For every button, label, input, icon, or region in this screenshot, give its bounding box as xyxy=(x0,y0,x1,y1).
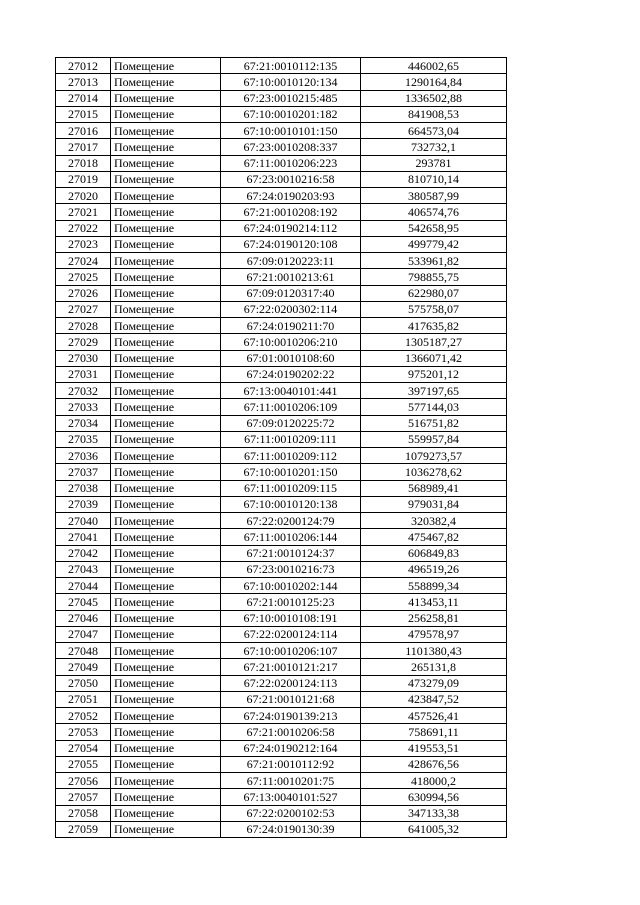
cadastral-value-cell: 265131,8 xyxy=(361,659,507,675)
cadastral-number-cell: 67:21:0010213:61 xyxy=(221,269,361,285)
cadastral-number-cell: 67:21:0010112:92 xyxy=(221,756,361,772)
object-type-cell: Помещение xyxy=(111,90,221,106)
cadastral-value-cell: 423847,52 xyxy=(361,691,507,707)
table-row xyxy=(56,529,507,545)
row-number-cell: 27047 xyxy=(56,626,111,642)
table-row xyxy=(56,106,507,122)
row-number-cell: 27015 xyxy=(56,106,111,122)
cadastral-number-cell: 67:09:0120225:72 xyxy=(221,415,361,431)
cadastral-value-cell: 457526,41 xyxy=(361,708,507,724)
row-number-cell: 27054 xyxy=(56,740,111,756)
cadastral-number-cell: 67:21:0010125:23 xyxy=(221,594,361,610)
cadastral-number-cell: 67:24:0190212:164 xyxy=(221,740,361,756)
table-row xyxy=(56,58,507,74)
row-number-cell: 27057 xyxy=(56,789,111,805)
object-type-cell: Помещение xyxy=(111,805,221,821)
cadastral-number-cell: 67:10:0010120:138 xyxy=(221,496,361,512)
cadastral-value-cell: 496519,26 xyxy=(361,561,507,577)
cadastral-number-cell: 67:10:0010101:150 xyxy=(221,123,361,139)
cadastral-value-cell: 446002,65 xyxy=(361,58,507,74)
cadastral-number-cell: 67:09:0120223:11 xyxy=(221,253,361,269)
cadastral-number-cell: 67:24:0190211:70 xyxy=(221,318,361,334)
table-row xyxy=(56,204,507,220)
cadastral-number-cell: 67:13:0040101:441 xyxy=(221,383,361,399)
cadastral-number-cell: 67:23:0010208:337 xyxy=(221,139,361,155)
object-type-cell: Помещение xyxy=(111,643,221,659)
table-row xyxy=(56,513,507,529)
object-type-cell: Помещение xyxy=(111,253,221,269)
cadastral-value-cell: 841908,53 xyxy=(361,106,507,122)
object-type-cell: Помещение xyxy=(111,220,221,236)
cadastral-value-cell: 979031,84 xyxy=(361,496,507,512)
table-row xyxy=(56,399,507,415)
object-type-cell: Помещение xyxy=(111,659,221,675)
object-type-cell: Помещение xyxy=(111,155,221,171)
cadastral-number-cell: 67:23:0010216:73 xyxy=(221,561,361,577)
row-number-cell: 27056 xyxy=(56,773,111,789)
table-row xyxy=(56,139,507,155)
cadastral-value-cell: 559957,84 xyxy=(361,431,507,447)
object-type-cell: Помещение xyxy=(111,334,221,350)
row-number-cell: 27025 xyxy=(56,269,111,285)
table-row xyxy=(56,561,507,577)
object-type-cell: Помещение xyxy=(111,708,221,724)
object-type-cell: Помещение xyxy=(111,318,221,334)
cadastral-value-cell: 542658,95 xyxy=(361,220,507,236)
object-type-cell: Помещение xyxy=(111,188,221,204)
cadastral-number-cell: 67:10:0010206:210 xyxy=(221,334,361,350)
cadastral-number-cell: 67:10:0010202:144 xyxy=(221,578,361,594)
object-type-cell: Помещение xyxy=(111,578,221,594)
cadastral-value-cell: 347133,38 xyxy=(361,805,507,821)
row-number-cell: 27020 xyxy=(56,188,111,204)
row-number-cell: 27034 xyxy=(56,415,111,431)
table-row xyxy=(56,318,507,334)
cadastral-value-cell: 810710,14 xyxy=(361,171,507,187)
table-row xyxy=(56,545,507,561)
cadastral-number-cell: 67:24:0190120:108 xyxy=(221,236,361,252)
object-type-cell: Помещение xyxy=(111,431,221,447)
row-number-cell: 27041 xyxy=(56,529,111,545)
table-row xyxy=(56,301,507,317)
property-table xyxy=(55,57,507,838)
row-number-cell: 27014 xyxy=(56,90,111,106)
cadastral-value-cell: 1290164,84 xyxy=(361,74,507,90)
cadastral-number-cell: 67:11:0010209:115 xyxy=(221,480,361,496)
row-number-cell: 27024 xyxy=(56,253,111,269)
object-type-cell: Помещение xyxy=(111,285,221,301)
row-number-cell: 27051 xyxy=(56,691,111,707)
row-number-cell: 27058 xyxy=(56,805,111,821)
object-type-cell: Помещение xyxy=(111,691,221,707)
table-row xyxy=(56,789,507,805)
table-row xyxy=(56,366,507,382)
cadastral-value-cell: 558899,34 xyxy=(361,578,507,594)
cadastral-number-cell: 67:01:0010108:60 xyxy=(221,350,361,366)
cadastral-value-cell: 1101380,43 xyxy=(361,643,507,659)
object-type-cell: Помещение xyxy=(111,496,221,512)
cadastral-value-cell: 473279,09 xyxy=(361,675,507,691)
table-row xyxy=(56,626,507,642)
row-number-cell: 27046 xyxy=(56,610,111,626)
cadastral-value-cell: 975201,12 xyxy=(361,366,507,382)
object-type-cell: Помещение xyxy=(111,773,221,789)
row-number-cell: 27036 xyxy=(56,448,111,464)
row-number-cell: 27026 xyxy=(56,285,111,301)
cadastral-value-cell: 641005,32 xyxy=(361,821,507,837)
table-row xyxy=(56,773,507,789)
cadastral-number-cell: 67:24:0190214:112 xyxy=(221,220,361,236)
cadastral-number-cell: 67:22:0200302:114 xyxy=(221,301,361,317)
table-row xyxy=(56,448,507,464)
cadastral-number-cell: 67:23:0010216:58 xyxy=(221,171,361,187)
object-type-cell: Помещение xyxy=(111,545,221,561)
table-row xyxy=(56,610,507,626)
row-number-cell: 27044 xyxy=(56,578,111,594)
cadastral-value-cell: 419553,51 xyxy=(361,740,507,756)
cadastral-number-cell: 67:10:0010120:134 xyxy=(221,74,361,90)
row-number-cell: 27012 xyxy=(56,58,111,74)
cadastral-value-cell: 479578,97 xyxy=(361,626,507,642)
object-type-cell: Помещение xyxy=(111,464,221,480)
table-row xyxy=(56,269,507,285)
cadastral-value-cell: 606849,83 xyxy=(361,545,507,561)
row-number-cell: 27038 xyxy=(56,480,111,496)
table-row xyxy=(56,350,507,366)
cadastral-value-cell: 1036278,62 xyxy=(361,464,507,480)
object-type-cell: Помещение xyxy=(111,269,221,285)
cadastral-value-cell: 577144,03 xyxy=(361,399,507,415)
cadastral-number-cell: 67:10:0010201:150 xyxy=(221,464,361,480)
object-type-cell: Помещение xyxy=(111,756,221,772)
row-number-cell: 27053 xyxy=(56,724,111,740)
row-number-cell: 27055 xyxy=(56,756,111,772)
table-row xyxy=(56,496,507,512)
table-row xyxy=(56,724,507,740)
cadastral-value-cell: 1366071,42 xyxy=(361,350,507,366)
row-number-cell: 27021 xyxy=(56,204,111,220)
cadastral-number-cell: 67:11:0010201:75 xyxy=(221,773,361,789)
object-type-cell: Помещение xyxy=(111,301,221,317)
table-row xyxy=(56,431,507,447)
object-type-cell: Помещение xyxy=(111,610,221,626)
table-row xyxy=(56,74,507,90)
object-type-cell: Помещение xyxy=(111,106,221,122)
cadastral-number-cell: 67:21:0010208:192 xyxy=(221,204,361,220)
cadastral-value-cell: 758691,11 xyxy=(361,724,507,740)
row-number-cell: 27033 xyxy=(56,399,111,415)
cadastral-number-cell: 67:24:0190202:22 xyxy=(221,366,361,382)
cadastral-number-cell: 67:22:0200102:53 xyxy=(221,805,361,821)
table-row xyxy=(56,90,507,106)
row-number-cell: 27016 xyxy=(56,123,111,139)
object-type-cell: Помещение xyxy=(111,724,221,740)
cadastral-value-cell: 622980,07 xyxy=(361,285,507,301)
table-row xyxy=(56,383,507,399)
row-number-cell: 27035 xyxy=(56,431,111,447)
object-type-cell: Помещение xyxy=(111,594,221,610)
object-type-cell: Помещение xyxy=(111,74,221,90)
cadastral-value-cell: 380587,99 xyxy=(361,188,507,204)
table-row xyxy=(56,691,507,707)
table-row xyxy=(56,188,507,204)
cadastral-value-cell: 568989,41 xyxy=(361,480,507,496)
object-type-cell: Помещение xyxy=(111,740,221,756)
row-number-cell: 27045 xyxy=(56,594,111,610)
table-row xyxy=(56,236,507,252)
cadastral-number-cell: 67:24:0190130:39 xyxy=(221,821,361,837)
object-type-cell: Помещение xyxy=(111,399,221,415)
cadastral-number-cell: 67:13:0040101:527 xyxy=(221,789,361,805)
object-type-cell: Помещение xyxy=(111,58,221,74)
table-row xyxy=(56,253,507,269)
table-row xyxy=(56,740,507,756)
object-type-cell: Помещение xyxy=(111,139,221,155)
cadastral-value-cell: 293781 xyxy=(361,155,507,171)
table-row xyxy=(56,334,507,350)
cadastral-value-cell: 732732,1 xyxy=(361,139,507,155)
object-type-cell: Помещение xyxy=(111,529,221,545)
cadastral-value-cell: 1305187,27 xyxy=(361,334,507,350)
cadastral-number-cell: 67:21:0010112:135 xyxy=(221,58,361,74)
cadastral-number-cell: 67:10:0010108:191 xyxy=(221,610,361,626)
object-type-cell: Помещение xyxy=(111,171,221,187)
object-type-cell: Помещение xyxy=(111,123,221,139)
cadastral-number-cell: 67:21:0010124:37 xyxy=(221,545,361,561)
row-number-cell: 27027 xyxy=(56,301,111,317)
object-type-cell: Помещение xyxy=(111,675,221,691)
cadastral-value-cell: 406574,76 xyxy=(361,204,507,220)
table-row xyxy=(56,675,507,691)
cadastral-value-cell: 516751,82 xyxy=(361,415,507,431)
cadastral-number-cell: 67:22:0200124:79 xyxy=(221,513,361,529)
object-type-cell: Помещение xyxy=(111,513,221,529)
row-number-cell: 27017 xyxy=(56,139,111,155)
cadastral-value-cell: 1336502,88 xyxy=(361,90,507,106)
cadastral-number-cell: 67:22:0200124:113 xyxy=(221,675,361,691)
cadastral-value-cell: 499779,42 xyxy=(361,236,507,252)
cadastral-number-cell: 67:21:0010121:217 xyxy=(221,659,361,675)
cadastral-number-cell: 67:11:0010209:112 xyxy=(221,448,361,464)
row-number-cell: 27037 xyxy=(56,464,111,480)
cadastral-number-cell: 67:11:0010209:111 xyxy=(221,431,361,447)
table-row xyxy=(56,220,507,236)
cadastral-value-cell: 575758,07 xyxy=(361,301,507,317)
cadastral-value-cell: 475467,82 xyxy=(361,529,507,545)
row-number-cell: 27028 xyxy=(56,318,111,334)
table-row xyxy=(56,821,507,837)
object-type-cell: Помещение xyxy=(111,626,221,642)
cadastral-value-cell: 1079273,57 xyxy=(361,448,507,464)
cadastral-number-cell: 67:21:0010206:58 xyxy=(221,724,361,740)
cadastral-value-cell: 413453,11 xyxy=(361,594,507,610)
cadastral-value-cell: 664573,04 xyxy=(361,123,507,139)
cadastral-value-cell: 533961,82 xyxy=(361,253,507,269)
row-number-cell: 27039 xyxy=(56,496,111,512)
cadastral-number-cell: 67:11:0010206:109 xyxy=(221,399,361,415)
row-number-cell: 27022 xyxy=(56,220,111,236)
table-row xyxy=(56,594,507,610)
cadastral-number-cell: 67:10:0010201:182 xyxy=(221,106,361,122)
object-type-cell: Помещение xyxy=(111,448,221,464)
cadastral-number-cell: 67:09:0120317:40 xyxy=(221,285,361,301)
object-type-cell: Помещение xyxy=(111,480,221,496)
table-row xyxy=(56,756,507,772)
table-row xyxy=(56,805,507,821)
object-type-cell: Помещение xyxy=(111,204,221,220)
cadastral-number-cell: 67:10:0010206:107 xyxy=(221,643,361,659)
table-row xyxy=(56,123,507,139)
object-type-cell: Помещение xyxy=(111,236,221,252)
table-row xyxy=(56,578,507,594)
object-type-cell: Помещение xyxy=(111,415,221,431)
table-row xyxy=(56,285,507,301)
row-number-cell: 27059 xyxy=(56,821,111,837)
cadastral-number-cell: 67:11:0010206:144 xyxy=(221,529,361,545)
table-row xyxy=(56,155,507,171)
row-number-cell: 27043 xyxy=(56,561,111,577)
cadastral-value-cell: 630994,56 xyxy=(361,789,507,805)
row-number-cell: 27029 xyxy=(56,334,111,350)
row-number-cell: 27040 xyxy=(56,513,111,529)
cadastral-value-cell: 417635,82 xyxy=(361,318,507,334)
row-number-cell: 27013 xyxy=(56,74,111,90)
cadastral-value-cell: 428676,56 xyxy=(361,756,507,772)
property-table-body xyxy=(56,58,507,838)
cadastral-value-cell: 397197,65 xyxy=(361,383,507,399)
row-number-cell: 27048 xyxy=(56,643,111,659)
object-type-cell: Помещение xyxy=(111,350,221,366)
cadastral-number-cell: 67:21:0010121:68 xyxy=(221,691,361,707)
row-number-cell: 27019 xyxy=(56,171,111,187)
cadastral-value-cell: 256258,81 xyxy=(361,610,507,626)
cadastral-number-cell: 67:11:0010206:223 xyxy=(221,155,361,171)
row-number-cell: 27018 xyxy=(56,155,111,171)
object-type-cell: Помещение xyxy=(111,366,221,382)
cadastral-value-cell: 798855,75 xyxy=(361,269,507,285)
cadastral-value-cell: 418000,2 xyxy=(361,773,507,789)
row-number-cell: 27042 xyxy=(56,545,111,561)
row-number-cell: 27032 xyxy=(56,383,111,399)
table-row xyxy=(56,464,507,480)
cadastral-number-cell: 67:22:0200124:114 xyxy=(221,626,361,642)
object-type-cell: Помещение xyxy=(111,561,221,577)
object-type-cell: Помещение xyxy=(111,821,221,837)
cadastral-number-cell: 67:23:0010215:485 xyxy=(221,90,361,106)
cadastral-value-cell: 320382,4 xyxy=(361,513,507,529)
row-number-cell: 27052 xyxy=(56,708,111,724)
object-type-cell: Помещение xyxy=(111,789,221,805)
table-row xyxy=(56,643,507,659)
row-number-cell: 27023 xyxy=(56,236,111,252)
table-row xyxy=(56,480,507,496)
row-number-cell: 27030 xyxy=(56,350,111,366)
row-number-cell: 27031 xyxy=(56,366,111,382)
object-type-cell: Помещение xyxy=(111,383,221,399)
table-row xyxy=(56,708,507,724)
table-row xyxy=(56,171,507,187)
cadastral-number-cell: 67:24:0190203:93 xyxy=(221,188,361,204)
cadastral-number-cell: 67:24:0190139:213 xyxy=(221,708,361,724)
table-row xyxy=(56,659,507,675)
row-number-cell: 27050 xyxy=(56,675,111,691)
table-row xyxy=(56,415,507,431)
row-number-cell: 27049 xyxy=(56,659,111,675)
